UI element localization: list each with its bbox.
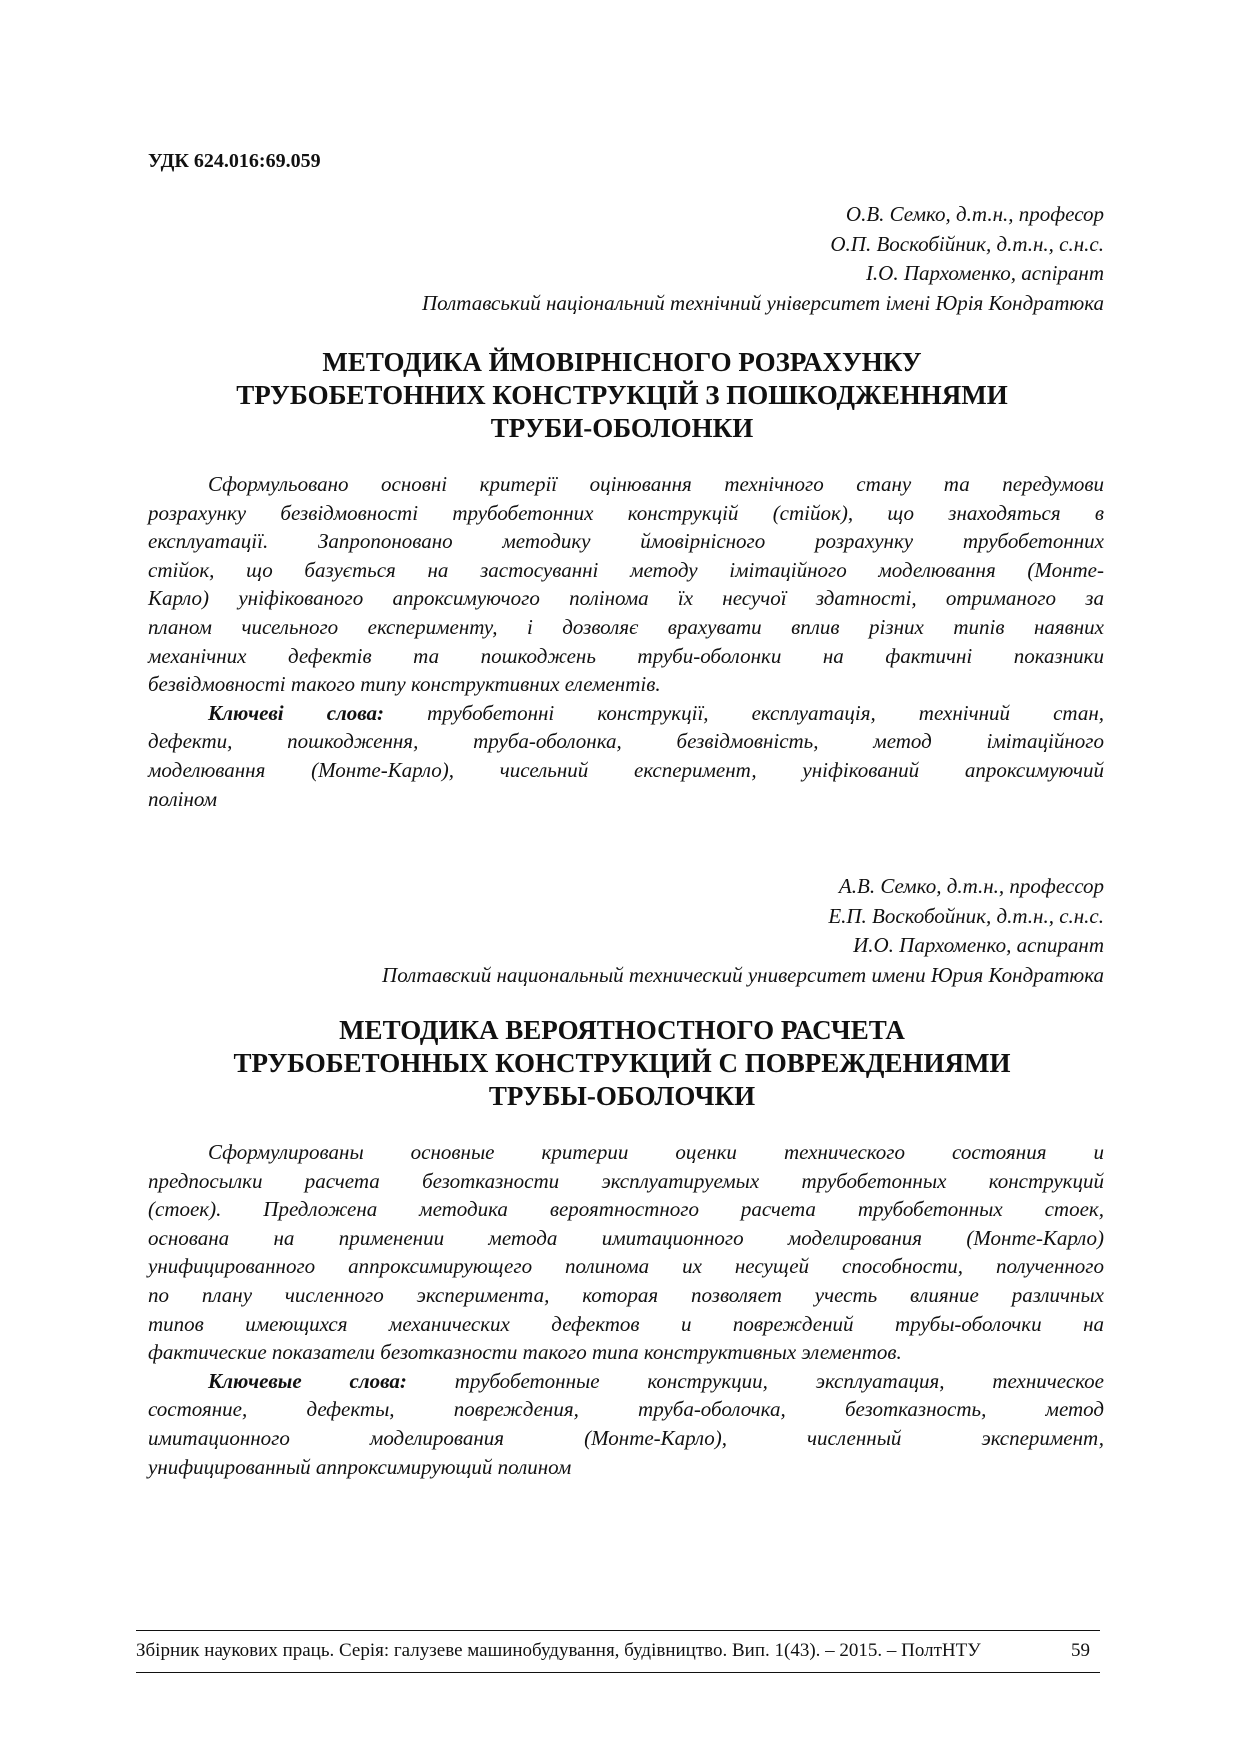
abstract-line: по плану численного эксперимента, которая позволяет учесть влияние различных <box>148 1282 1104 1307</box>
ua-title-line: МЕТОДИКА ЙМОВІРНІСНОГО РОЗРАХУНКУ <box>322 347 922 377</box>
ru-title <box>140 1014 1104 1113</box>
keywords-line: унифицированный аппроксимирующий полином <box>148 1454 572 1479</box>
keywords-text: трубобетонні конструкції, експлуатація, технічний стан, <box>384 700 1104 725</box>
abstract-line: безвідмовності такого типу конструктивних елементів. <box>148 672 661 697</box>
abstract-line: розрахунку безвідмовності трубобетонних конструкцій (стійок), що знаходяться в <box>148 500 1104 525</box>
ru-author: Е.П. Воскобойник, д.т.н., с.н.с. <box>828 903 1104 928</box>
udk-code: УДК 624.016:69.059 <box>148 150 321 172</box>
ua-author: О.В. Семко, д.т.н., професор <box>845 202 1104 226</box>
footer-bottom-rule <box>136 1672 1100 1673</box>
abstract-line: фактические показатели безотказности такого типа конструктивных элементов. <box>148 1340 902 1365</box>
abstract-line: Карло) уніфікованого апроксимуючого полінома їх несучої здатності, отриманого за <box>148 586 1104 611</box>
abstract-line: основана на применении метода имитационного моделирования (Монте-Карло) <box>148 1225 1104 1250</box>
abstract-line: унифицированного аппроксимирующего полинома их несущей способности, полученного <box>148 1254 1104 1279</box>
abstract-line: Сформульовано основні критерії оцінювання технічного стану та передумови <box>208 472 1104 496</box>
ua-abstract <box>148 470 1104 813</box>
ru-affiliation: Полтавский национальный технический университет имени Юрия Кондратюка <box>382 962 1104 987</box>
ru-abstract <box>148 1138 1104 1481</box>
abstract-line: типов имеющихся механических дефектов и повреждений трубы-оболочки на <box>148 1311 1104 1336</box>
ua-author: О.П. Воскобійник, д.т.н., с.н.с. <box>830 231 1104 256</box>
page-footer <box>136 1640 1090 1662</box>
keywords-line <box>148 1367 1104 1396</box>
ru-title-line: ТРУБЫ-ОБОЛОЧКИ <box>488 1081 756 1111</box>
ru-title-line: МЕТОДИКА ВЕРОЯТНОСТНОГО РАСЧЕТА <box>339 1015 905 1045</box>
ua-author: І.О. Пархоменко, аспірант <box>865 261 1104 285</box>
abstract-line: експлуатації. Запропоновано методику ймовірнісного розрахунку трубобетонних <box>148 529 1104 554</box>
abstract-line: (стоек). Предложена методика вероятностного расчета трубобетонных стоек, <box>148 1197 1104 1222</box>
ua-affiliation: Полтавський національний технічний університет імені Юрія Кондратюка <box>421 290 1104 315</box>
ua-title-line: ТРУБИ-ОБОЛОНКИ <box>490 413 754 443</box>
journal-citation: Збірник наукових праць. Серія: галузеве машинобудування, будівництво. Вип. 1(43). – 2015. – ПолтНТУ <box>136 1640 981 1661</box>
ua-authors-block <box>422 200 1104 318</box>
keywords-line: моделювання (Монте-Карло), чисельний експеримент, уніфікований апроксимуючий <box>148 757 1104 782</box>
keywords-label: Ключевые слова: <box>208 1368 407 1393</box>
abstract-line: Сформулированы основные критерии оценки технического состояния и <box>208 1140 1104 1164</box>
ru-title-line: ТРУБОБЕТОННЫХ КОНСТРУКЦИЙ С ПОВРЕЖДЕНИЯМИ <box>233 1048 1011 1078</box>
keywords-label: Ключеві слова: <box>208 700 385 725</box>
abstract-line: планом чисельного експерименту, і дозволяє врахувати вплив різних типів наявних <box>148 614 1104 639</box>
keywords-line: поліном <box>148 786 217 811</box>
keywords-line: дефекти, пошкодження, труба-оболонка, безвідмовність, метод імітаційного <box>148 729 1104 754</box>
keywords-line: состояние, дефекты, повреждения, труба-оболочка, безотказность, метод <box>148 1397 1104 1422</box>
abstract-line: предпосылки расчета безотказности эксплуатируемых трубобетонных конструкций <box>148 1168 1104 1193</box>
ru-author: А.В. Семко, д.т.н., профессор <box>838 874 1104 898</box>
ru-authors-block <box>382 872 1104 990</box>
abstract-line: механічних дефектів та пошкоджень труби-оболонки на фактичні показники <box>148 643 1104 668</box>
keywords-text: трубобетонные конструкции, эксплуатация, техническое <box>406 1368 1104 1393</box>
keywords-line: имитационного моделирования (Монте-Карло), численный эксперимент, <box>148 1425 1104 1450</box>
ru-author: И.О. Пархоменко, аспирант <box>853 933 1104 957</box>
keywords-line <box>148 699 1104 728</box>
ua-title <box>140 346 1104 445</box>
footer-top-rule <box>136 1630 1100 1631</box>
page-number: 59 <box>1071 1640 1090 1661</box>
ua-title-line: ТРУБОБЕТОННИХ КОНСТРУКЦІЙ З ПОШКОДЖЕННЯМИ <box>236 380 1008 410</box>
abstract-line: стійок, що базується на застосуванні методу імітаційного моделювання (Монте- <box>148 557 1104 582</box>
